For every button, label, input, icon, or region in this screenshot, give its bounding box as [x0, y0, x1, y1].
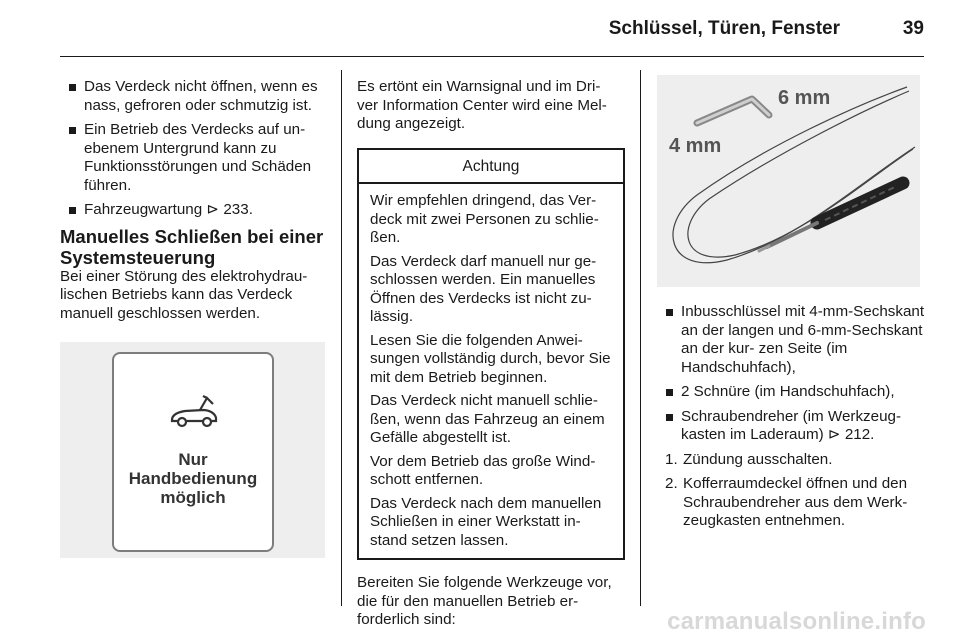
column-left	[60, 78, 330, 323]
step-item	[657, 451, 929, 470]
display-panel	[112, 352, 274, 552]
warning-box	[357, 148, 625, 561]
page-header	[0, 0, 960, 50]
label-4mm: 4 mm	[669, 135, 722, 157]
tools-list	[657, 303, 929, 445]
column-divider-2	[640, 70, 641, 606]
display-message-figure	[60, 342, 325, 558]
watermark: carmanualsonline.info	[667, 608, 926, 635]
page-number: 39	[902, 18, 924, 39]
warning-paragraph: Vor dem Betrieb das große Wind‑ schott entfernen.	[370, 452, 596, 488]
warning-paragraph: Das Verdeck nicht manuell schlie‑ ßen, wenn das Fahrzeug an einem Gefälle abgestellt ist.	[370, 392, 605, 446]
convertible-car-icon	[169, 394, 219, 428]
list-item: Schraubendreher (im Werkzeug‑ kasten im Laderaum) ⊳ 212.	[657, 408, 929, 445]
display-line: Handbedienung	[128, 469, 258, 488]
list-item: Das Verdeck nicht öffnen, wenn es nass, gefroren oder schmutzig ist.	[60, 78, 330, 115]
display-text	[114, 450, 272, 507]
header-divider	[60, 56, 924, 57]
list-item: Inbusschlüssel mit 4-mm-Sechskant an der langen und 6-mm-Sechskant an der kur‑ zen Seite (im Handschuhfach),	[657, 303, 929, 377]
warning-paragraph: Lesen Sie die folgenden Anwei‑ sungen vollständig durch, bevor Sie mit dem Betrieb beginnen.	[370, 331, 611, 386]
step-text: Zündung ausschalten.	[683, 450, 833, 468]
label-6mm: 6 mm	[778, 87, 831, 109]
section-heading: Manuelles Schließen bei einer Systemsteuerung	[60, 225, 324, 268]
page-title: Schlüssel, Türen, Fenster	[608, 18, 840, 39]
warning-paragraph: Wir empfehlen dringend, das Ver‑ deck mit zwei Personen zu schlie‑ ßen.	[370, 192, 599, 246]
warning-title: Achtung	[359, 150, 623, 185]
warning-paragraph: Das Verdeck darf manuell nur ge‑ schlossen werden. Ein manuelles Öffnen des Verdecks ist nicht zu‑ lässig.	[370, 252, 597, 325]
tools-intro-paragraph: Bereiten Sie folgende Werkzeuge vor, die für den manuellen Betrieb er‑ forderlich sind:	[357, 574, 612, 628]
warning-paragraph: Das Verdeck nach dem manuellen Schließen in einer Werkstatt in‑ stand setzen lassen.	[370, 494, 602, 549]
step-text: Kofferraumdeckel öffnen und den Schraubendreher aus dem Werk‑ zeugkasten entnehmen.	[683, 475, 908, 529]
step-item	[657, 475, 929, 531]
list-item: Ein Betrieb des Verdecks auf un‑ ebenem Untergrund kann zu Funktionsstörungen und Schäden führen.	[60, 121, 330, 195]
warning-body	[359, 184, 623, 558]
list-item: 2 Schnüre (im Handschuhfach),	[657, 383, 929, 402]
column-divider-1	[341, 70, 342, 606]
section-paragraph: Bei einer Störung des elektrohydrau‑ lischen Betriebs kann das Verdeck manuell geschlossen werden.	[60, 267, 308, 322]
steps-list	[657, 451, 929, 531]
list-item: Fahrzeugwartung ⊳ 233.	[60, 201, 330, 220]
column-middle	[357, 78, 625, 630]
step-number: 2.	[665, 475, 678, 492]
display-line: möglich	[160, 488, 226, 507]
intro-paragraph: Es ertönt ein Warnsignal und im Dri‑ ver Information Center wird eine Mel‑ dung angezeigt.	[357, 78, 607, 132]
display-line: Nur	[178, 450, 208, 469]
precaution-list	[60, 78, 330, 220]
step-number: 1.	[665, 450, 678, 468]
column-right	[657, 78, 929, 537]
